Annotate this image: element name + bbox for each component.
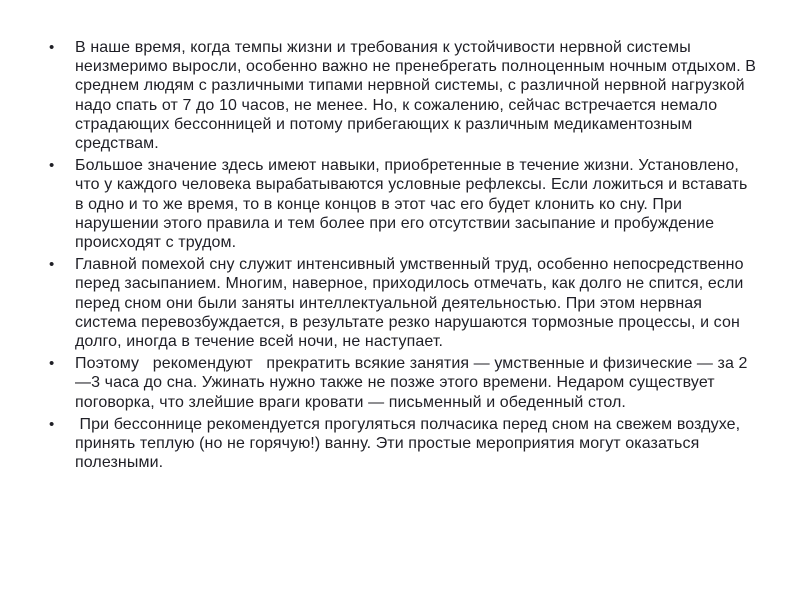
bullet-icon: • (49, 256, 55, 274)
list-item (45, 255, 758, 351)
paragraph-text: В наше время, когда темпы жизни и требования к устойчивости нервной системы неизмеримо выросли, особенно важно не пренебрегать полноценным ночным отдыхом. В среднем людям с различными типами нервной системы, с различной нервной нагрузкой надо спать от 7 до 10 часов, не менее. Но, к сожалению, сейчас встречается немало страдающих бессонницей и потому прибегающих к различным медикаментозным средствам. (75, 39, 761, 153)
bullet-icon: • (49, 355, 55, 373)
bullet-icon: • (49, 157, 55, 175)
list-item (45, 354, 758, 412)
paragraph-text: Поэтому рекомендуют прекратить всякие занятия — умственные и физические — за 2—3 часа до сна. Ужинать нужно также не позже этого времени. Недаром существует поговорка, что злейшие враги кровати — письменный и обеденный стол. (75, 355, 748, 411)
list-item (45, 38, 761, 153)
bullet-list (45, 38, 761, 472)
bullet-icon: • (49, 39, 55, 56)
list-item (45, 415, 758, 473)
paragraph-text: При бессоннице рекомендуется прогуляться полчасика перед сном на свежем воздухе, принять теплую (но не горячую!) ванну. Эти простые мероприятия могут оказаться полезными. (75, 415, 745, 472)
paragraph-text: Главной помехой сну служит интенсивный умственный труд, особенно непосредственно перед засыпанием. Многим, наверное, приходилось отмечать, как долго не спится, если перед сном они были заняты интеллектуальной деятельностью. При этом нервная система перевозбуждается, в результате резко нарушаются тормозные процессы, и сон долго, иногда в течение всей ночи, не наступает. (75, 256, 749, 351)
list-item (45, 156, 758, 252)
bullet-icon: • (49, 415, 55, 433)
paragraph-text: Большое значение здесь имеют навыки, приобретенные в течение жизни. Установлено, что у каждого человека вырабатываются условные рефлексы. Если ложиться и вставать в одно и то же время, то в конце концов в этот час его будет клонить ко сну. При нарушении этого правила и тем более при его отсутствии засыпание и пробуждение происходят с трудом. (75, 157, 753, 252)
